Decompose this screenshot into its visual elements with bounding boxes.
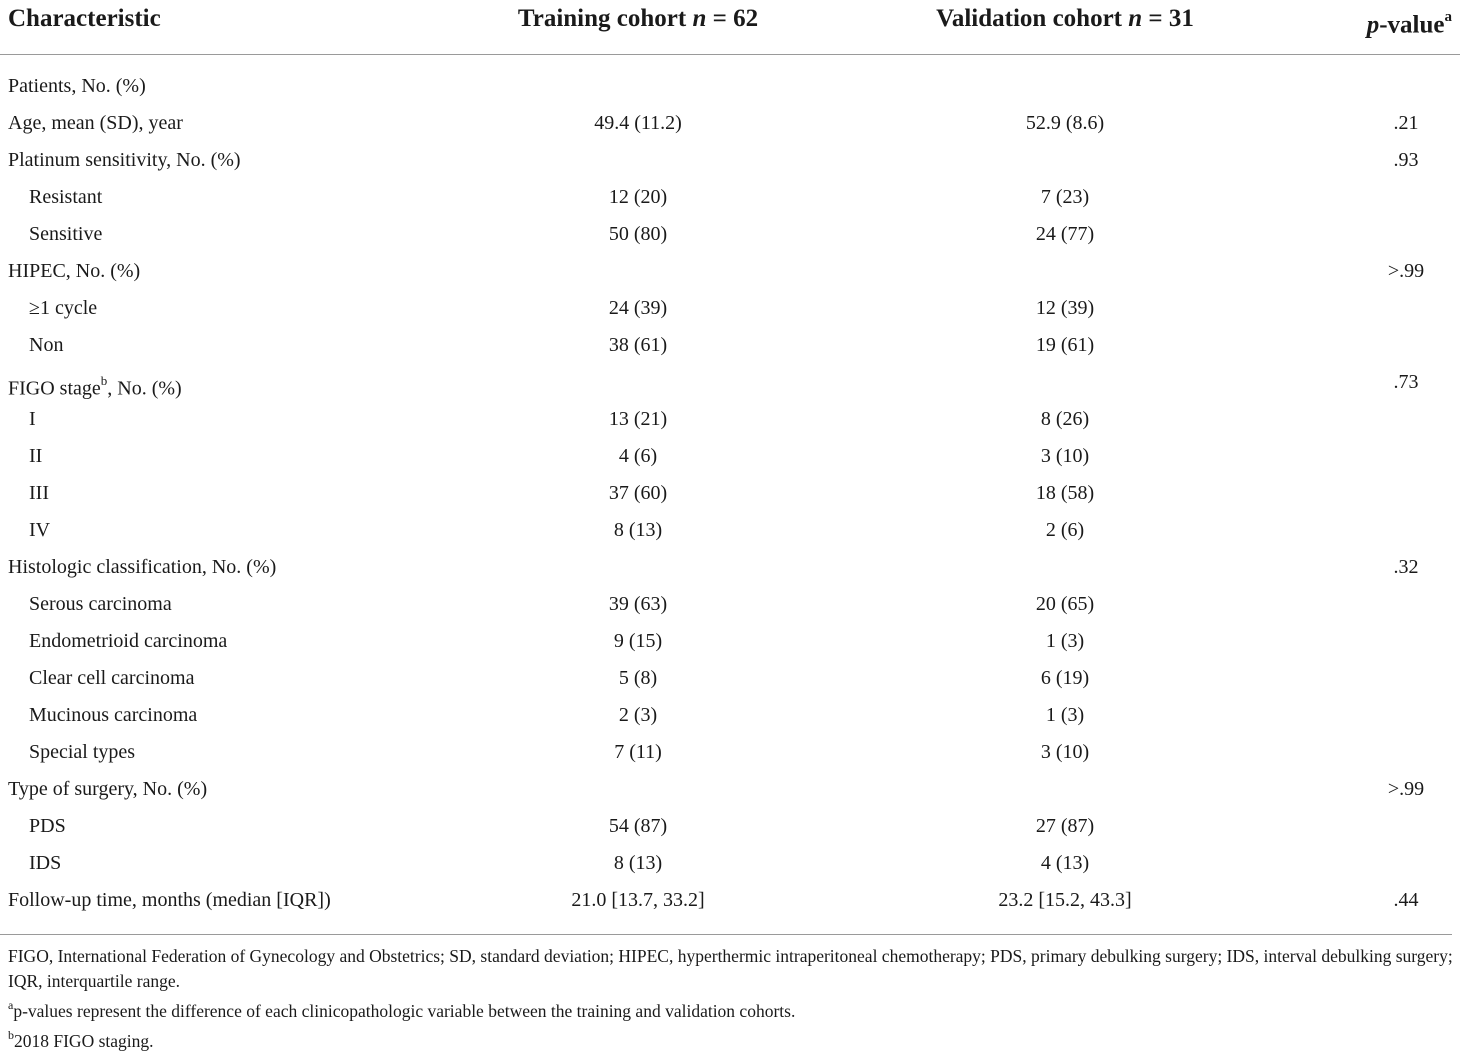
row-training-value: 39 (63) xyxy=(608,593,668,615)
table-row xyxy=(0,68,1460,105)
table-row xyxy=(0,734,1460,771)
row-label: PDS xyxy=(29,815,66,837)
footnote-b-text: 2018 FIGO staging. xyxy=(14,1030,154,1051)
row-label: Platinum sensitivity, No. (%) xyxy=(8,149,241,171)
row-label: Non xyxy=(29,334,64,356)
table-row xyxy=(0,327,1460,364)
footnote-b xyxy=(8,1024,1454,1054)
row-characteristic xyxy=(8,882,331,919)
row-label: Mucinous carcinoma xyxy=(29,704,198,726)
row-label: Resistant xyxy=(29,186,103,208)
row-training-value: 37 (60) xyxy=(608,482,668,504)
table-row xyxy=(0,845,1460,882)
row-characteristic xyxy=(29,697,197,734)
table-row xyxy=(0,882,1460,919)
table-header-row xyxy=(0,0,1460,55)
row-label: HIPEC, No. (%) xyxy=(8,260,141,282)
row-label: Follow-up time, months (median [IQR]) xyxy=(8,889,331,911)
row-label: Serous carcinoma xyxy=(29,593,172,615)
row-training-value: 8 (13) xyxy=(613,852,663,874)
footnote-a-text: p-values represent the difference of each clinicopathologic variable between the training and validation cohorts. xyxy=(13,1000,796,1021)
row-characteristic xyxy=(29,327,63,364)
row-label: Patients, No. (%) xyxy=(8,75,146,97)
row-training-value: 7 (11) xyxy=(614,741,662,763)
table-row xyxy=(0,142,1460,179)
row-label-after: , No. (%) xyxy=(107,377,182,400)
table-row xyxy=(0,623,1460,660)
row-characteristic xyxy=(8,142,241,179)
table-row xyxy=(0,512,1460,549)
row-training-value: 9 (15) xyxy=(613,630,663,652)
row-training-value: 12 (20) xyxy=(608,186,668,208)
table-row xyxy=(0,697,1460,734)
header-training-suffix: = 62 xyxy=(706,5,759,32)
row-characteristic xyxy=(29,216,102,253)
row-training-value: 54 (87) xyxy=(608,815,668,837)
row-validation-value: 19 (61) xyxy=(1035,334,1095,356)
row-validation-value: 18 (58) xyxy=(1035,482,1095,504)
header-training-prefix: Training cohort xyxy=(517,5,693,32)
row-validation-value: 12 (39) xyxy=(1035,297,1095,319)
row-training-value: 21.0 [13.7, 33.2] xyxy=(571,889,705,911)
table-bottom-rule xyxy=(0,934,1452,935)
table-row xyxy=(0,216,1460,253)
row-characteristic xyxy=(29,290,97,327)
row-label: IDS xyxy=(29,852,62,874)
row-label: Type of surgery, No. (%) xyxy=(8,778,208,800)
row-p-value: .73 xyxy=(1393,371,1419,393)
row-characteristic xyxy=(29,401,36,438)
row-characteristic xyxy=(29,475,49,512)
row-characteristic xyxy=(8,68,146,105)
table-row xyxy=(0,105,1460,142)
row-label: Histologic classification, No. (%) xyxy=(8,556,277,578)
table-footnotes xyxy=(8,944,1454,1054)
row-characteristic xyxy=(8,253,140,290)
row-validation-value: 27 (87) xyxy=(1035,815,1095,837)
row-validation-value: 23.2 [15.2, 43.3] xyxy=(998,889,1132,911)
table-row xyxy=(0,364,1460,401)
header-validation-suffix: = 31 xyxy=(1142,5,1194,32)
row-validation-value: 3 (10) xyxy=(1040,741,1090,763)
row-label: III xyxy=(29,482,49,504)
row-validation-value: 6 (19) xyxy=(1040,667,1090,689)
row-characteristic xyxy=(29,586,172,623)
row-validation-value: 1 (3) xyxy=(1045,704,1085,726)
row-characteristic xyxy=(29,512,50,549)
footnote-a xyxy=(8,994,1454,1024)
header-validation-prefix: Validation cohort xyxy=(936,5,1129,32)
header-p-suffix: -value xyxy=(1379,11,1445,39)
table-row xyxy=(0,660,1460,697)
row-label: ≥1 cycle xyxy=(29,297,98,319)
row-label: Age, mean (SD), year xyxy=(8,112,183,134)
row-p-value: .44 xyxy=(1393,889,1419,911)
row-training-value: 50 (80) xyxy=(608,223,668,245)
row-training-value: 8 (13) xyxy=(613,519,663,541)
row-characteristic xyxy=(29,660,194,697)
table-row xyxy=(0,808,1460,845)
row-validation-value: 2 (6) xyxy=(1045,519,1085,541)
header-characteristic: Characteristic xyxy=(8,5,161,32)
row-validation-value: 7 (23) xyxy=(1040,186,1090,208)
table-row xyxy=(0,290,1460,327)
table-body xyxy=(0,55,1460,919)
row-training-value: 24 (39) xyxy=(608,297,668,319)
row-training-value: 49.4 (11.2) xyxy=(594,112,682,134)
header-validation-cohort xyxy=(936,4,1194,34)
row-p-value: .21 xyxy=(1393,112,1419,134)
row-validation-value: 8 (26) xyxy=(1040,408,1090,430)
row-characteristic xyxy=(8,105,183,142)
row-training-value: 38 (61) xyxy=(608,334,668,356)
row-training-value: 2 (3) xyxy=(618,704,658,726)
row-characteristic xyxy=(29,808,66,845)
row-validation-value: 4 (13) xyxy=(1040,852,1090,874)
header-p-italic: p xyxy=(1366,11,1380,39)
row-label: II xyxy=(29,445,43,467)
table-row xyxy=(0,771,1460,808)
table-row xyxy=(0,438,1460,475)
footnote-b-mark: b xyxy=(8,1027,14,1042)
row-characteristic xyxy=(29,179,102,216)
row-label: Sensitive xyxy=(29,223,103,245)
row-characteristic xyxy=(29,623,227,660)
table-row xyxy=(0,586,1460,623)
footnote-a-mark: a xyxy=(8,998,14,1012)
table-row xyxy=(0,401,1460,438)
row-label-sup: b xyxy=(100,373,108,388)
row-label: IV xyxy=(29,519,51,541)
row-characteristic xyxy=(8,549,276,586)
header-p-sup: a xyxy=(1444,9,1452,25)
row-validation-value: 24 (77) xyxy=(1035,223,1095,245)
table-row xyxy=(0,253,1460,290)
row-label: I xyxy=(29,408,36,430)
footnote-abbreviations: FIGO, International Federation of Gynecology and Obstetrics; SD, standard deviation; HIPEC, hyperthermic intraperitoneal chemotherapy; PDS, primary debulking surgery; IDS, interval debulking surgery; IQR, interquartile range. xyxy=(8,946,1453,991)
table-row xyxy=(0,475,1460,512)
row-validation-value: 3 (10) xyxy=(1040,445,1090,467)
header-training-n: n xyxy=(692,5,707,32)
table-row xyxy=(0,549,1460,586)
row-validation-value: 1 (3) xyxy=(1045,630,1085,652)
row-label: Endometrioid carcinoma xyxy=(29,630,228,652)
header-validation-n: n xyxy=(1128,5,1143,32)
row-label: FIGO stage xyxy=(8,377,101,400)
row-label: Special types xyxy=(29,741,136,763)
row-training-value: 13 (21) xyxy=(608,408,668,430)
row-label: Clear cell carcinoma xyxy=(29,667,195,689)
row-training-value: 5 (8) xyxy=(618,667,658,689)
row-p-value: >.99 xyxy=(1387,778,1425,800)
row-characteristic xyxy=(29,845,61,882)
header-training-cohort xyxy=(518,4,758,34)
row-characteristic xyxy=(29,438,42,475)
row-training-value: 4 (6) xyxy=(618,445,658,467)
table-row xyxy=(0,179,1460,216)
row-p-value: >.99 xyxy=(1387,260,1425,282)
row-p-value: .32 xyxy=(1393,556,1419,578)
row-validation-value: 20 (65) xyxy=(1035,593,1095,615)
row-p-value: .93 xyxy=(1393,149,1419,171)
row-validation-value: 52.9 (8.6) xyxy=(1025,112,1105,134)
row-characteristic xyxy=(29,734,135,771)
header-p-value xyxy=(1367,4,1452,40)
row-characteristic xyxy=(8,771,207,808)
